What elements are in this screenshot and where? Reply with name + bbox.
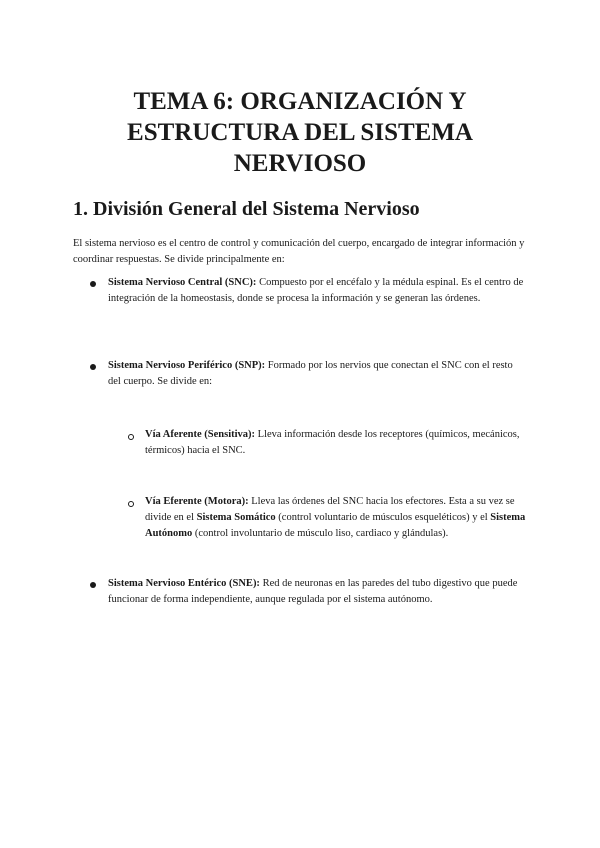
bullet-term: Sistema Nervioso Central (SNC): xyxy=(108,277,257,288)
bullet-text: Red de neuronas en las paredes del tubo digestivo que puede funcionar de forma independiente, aunque regulada por el sistema autónomo. xyxy=(108,578,518,605)
bullet-snc xyxy=(108,275,528,307)
subbullet-term: Vía Eferente (Motora): xyxy=(145,496,249,507)
bullet-snp xyxy=(108,358,528,390)
section-heading: 1. División General del Sistema Nervioso xyxy=(73,198,420,220)
autonomic-term: Sistema Autónomo xyxy=(145,512,526,539)
bullet-dot xyxy=(90,364,96,370)
title-line-3: NERVIOSO xyxy=(233,150,367,177)
bullet-dot xyxy=(90,281,96,287)
subbullet-efferent xyxy=(145,494,535,542)
subbullet-text: (control voluntario de músculos esqueléticos) y el xyxy=(275,512,491,523)
somatic-term: Sistema Somático xyxy=(196,512,276,523)
subbullet-ring xyxy=(128,501,134,507)
bullet-text: Compuesto por el encéfalo y la médula espinal. Es el centro de integración de la homeostasis, donde se procesa la información y se generan las órdenes. xyxy=(108,277,524,304)
bullet-sne xyxy=(108,576,528,608)
bullet-dot xyxy=(90,582,96,588)
title-line-2: ESTRUCTURA DEL SISTEMA xyxy=(127,119,473,146)
bullet-text: Formado por los nervios que conectan el SNC con el resto del cuerpo. Se divide en: xyxy=(108,360,513,387)
page-title xyxy=(60,86,540,179)
subbullet-text: (control involuntario de músculo liso, cardiaco y glándulas). xyxy=(192,528,449,539)
title-line-1: TEMA 6: ORGANIZACIÓN Y xyxy=(133,88,467,115)
subbullet-term: Vía Aferente (Sensitiva): xyxy=(145,429,256,440)
bullet-term: Sistema Nervioso Periférico (SNP): xyxy=(108,360,266,371)
subbullet-text: Lleva las órdenes del SNC hacia los efectores. Esta a su vez se divide en el xyxy=(145,496,515,523)
subbullet-ring xyxy=(128,434,134,440)
bullet-term: Sistema Nervioso Entérico (SNE): xyxy=(108,578,260,589)
subbullet-text: Lleva información desde los receptores (químicos, mecánicos, térmicos) hacia el SNC. xyxy=(145,429,520,456)
intro-paragraph: El sistema nervioso es el centro de control y comunicación del cuerpo, encargado de integrar información y coordinar respuestas. Se divide principalmente en: xyxy=(73,238,525,265)
subbullet-afferent xyxy=(145,427,525,459)
